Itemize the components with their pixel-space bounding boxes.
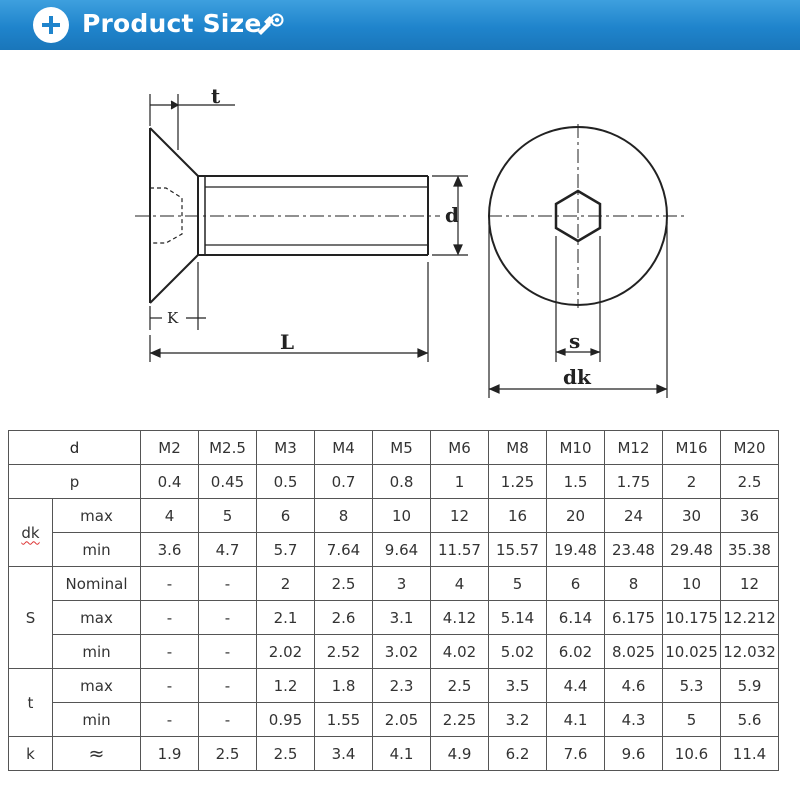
row-label: p	[9, 465, 141, 499]
table-cell: 4.02	[431, 635, 489, 669]
label-l: L	[280, 330, 295, 354]
table-cell: 11.57	[431, 533, 489, 567]
table-cell: 4	[431, 567, 489, 601]
table-cell: 2.52	[315, 635, 373, 669]
table-cell: 2.1	[257, 601, 315, 635]
table-cell: 2	[257, 567, 315, 601]
header-cell: M2	[141, 431, 199, 465]
table-cell: 0.7	[315, 465, 373, 499]
table-cell: 30	[663, 499, 721, 533]
table-cell: 5.9	[721, 669, 779, 703]
table-row-t-max	[9, 669, 779, 703]
table-cell: 24	[605, 499, 663, 533]
table-cell: 4.4	[547, 669, 605, 703]
table-cell: 3.2	[489, 703, 547, 737]
table-cell: -	[199, 601, 257, 635]
header-cell: M3	[257, 431, 315, 465]
label-d: d	[445, 203, 459, 227]
table-cell: 2.5	[257, 737, 315, 771]
screw-top-view	[488, 124, 686, 308]
table-cell: 5	[663, 703, 721, 737]
table-cell: 4.6	[605, 669, 663, 703]
table-cell: 10.175	[663, 601, 721, 635]
header-cell: M8	[489, 431, 547, 465]
header-cell: M16	[663, 431, 721, 465]
size-spec-table	[8, 430, 779, 771]
table-cell: 0.95	[257, 703, 315, 737]
table-cell: 3.4	[315, 737, 373, 771]
table-cell: 7.6	[547, 737, 605, 771]
table-cell: 4.3	[605, 703, 663, 737]
table-cell: 5.7	[257, 533, 315, 567]
bolt-nut-icon	[256, 12, 284, 38]
table-cell: 2.6	[315, 601, 373, 635]
table-cell: 2.5	[721, 465, 779, 499]
approx-symbol: ≈	[53, 737, 141, 771]
table-cell: 10.025	[663, 635, 721, 669]
table-cell: -	[199, 703, 257, 737]
table-cell: 1.2	[257, 669, 315, 703]
table-cell: 1	[431, 465, 489, 499]
header-cell: M5	[373, 431, 431, 465]
table-cell: 1.8	[315, 669, 373, 703]
table-cell: 29.48	[663, 533, 721, 567]
table-cell: 8.025	[605, 635, 663, 669]
table-row-t-min	[9, 703, 779, 737]
table-cell: 11.4	[721, 737, 779, 771]
table-cell: 4	[141, 499, 199, 533]
table-cell: -	[199, 669, 257, 703]
table-cell: 6.14	[547, 601, 605, 635]
table-cell: 4.1	[547, 703, 605, 737]
table-cell: 4.12	[431, 601, 489, 635]
table-cell: 2.5	[431, 669, 489, 703]
table-cell: 15.57	[489, 533, 547, 567]
row-label: max	[53, 601, 141, 635]
table-cell: 2.3	[373, 669, 431, 703]
table-cell: 8	[315, 499, 373, 533]
table-cell: 23.48	[605, 533, 663, 567]
table-cell: 5	[199, 499, 257, 533]
table-cell: 9.64	[373, 533, 431, 567]
table-cell: -	[141, 635, 199, 669]
table-cell: 12.212	[721, 601, 779, 635]
table-cell: 2.05	[373, 703, 431, 737]
header-cell: M10	[547, 431, 605, 465]
table-cell: 5.14	[489, 601, 547, 635]
table-cell: 0.8	[373, 465, 431, 499]
table-cell: 6	[547, 567, 605, 601]
table-cell: 3.1	[373, 601, 431, 635]
table-row-dk-min	[9, 533, 779, 567]
row-label: min	[53, 703, 141, 737]
table-cell: 0.45	[199, 465, 257, 499]
table-cell: 0.4	[141, 465, 199, 499]
table-cell: 1.9	[141, 737, 199, 771]
header-cell: M2.5	[199, 431, 257, 465]
table-cell: 1.5	[547, 465, 605, 499]
table-cell: 16	[489, 499, 547, 533]
table-cell: 4.1	[373, 737, 431, 771]
table-cell: 6.2	[489, 737, 547, 771]
screw-dimension-drawing	[0, 50, 800, 410]
table-cell: 6.02	[547, 635, 605, 669]
table-cell: 3.5	[489, 669, 547, 703]
table-cell: -	[141, 669, 199, 703]
row-label: max	[53, 499, 141, 533]
table-row-s-nominal	[9, 567, 779, 601]
table-cell: 2.5	[315, 567, 373, 601]
label-dk: dk	[563, 365, 591, 389]
table-cell: -	[141, 601, 199, 635]
plus-circle-icon	[33, 7, 69, 43]
header-cell: M4	[315, 431, 373, 465]
header-cell: M12	[605, 431, 663, 465]
table-row-s-max	[9, 601, 779, 635]
row-group-label: dk	[9, 499, 53, 567]
table-cell: 36	[721, 499, 779, 533]
table-cell: 19.48	[547, 533, 605, 567]
table-cell: 2	[663, 465, 721, 499]
row-group-label: t	[9, 669, 53, 737]
header-bar	[0, 0, 800, 50]
label-k: K	[167, 309, 179, 327]
table-cell: -	[199, 567, 257, 601]
table-cell: 12	[431, 499, 489, 533]
table-row-s-min	[9, 635, 779, 669]
table-cell: -	[199, 635, 257, 669]
table-cell: 20	[547, 499, 605, 533]
table-cell: 12.032	[721, 635, 779, 669]
table-cell: 10	[663, 567, 721, 601]
table-cell: 1.55	[315, 703, 373, 737]
table-cell: 3.02	[373, 635, 431, 669]
table-cell: 2.25	[431, 703, 489, 737]
table-cell: 3.6	[141, 533, 199, 567]
row-label: min	[53, 635, 141, 669]
table-cell: 1.25	[489, 465, 547, 499]
row-group-label: S	[9, 567, 53, 669]
row-label: min	[53, 533, 141, 567]
header-cell: M20	[721, 431, 779, 465]
table-cell: 4.7	[199, 533, 257, 567]
table-cell: 2.5	[199, 737, 257, 771]
row-label: Nominal	[53, 567, 141, 601]
table-cell: 12	[721, 567, 779, 601]
row-group-label: k	[9, 737, 53, 771]
table-cell: -	[141, 567, 199, 601]
table-row-d	[9, 431, 779, 465]
table-cell: 6	[257, 499, 315, 533]
table-cell: 9.6	[605, 737, 663, 771]
header-cell: d	[9, 431, 141, 465]
header-cell: M6	[431, 431, 489, 465]
table-cell: 5.6	[721, 703, 779, 737]
table-cell: 35.38	[721, 533, 779, 567]
table-row-p	[9, 465, 779, 499]
table-cell: 2.02	[257, 635, 315, 669]
table-cell: 5.3	[663, 669, 721, 703]
table-cell: 5.02	[489, 635, 547, 669]
table-cell: 0.5	[257, 465, 315, 499]
table-cell: 3	[373, 567, 431, 601]
table-cell: 1.75	[605, 465, 663, 499]
table-cell: 5	[489, 567, 547, 601]
header-title: Product Size	[82, 9, 262, 38]
table-cell: 8	[605, 567, 663, 601]
table-cell: 6.175	[605, 601, 663, 635]
table-row-k	[9, 737, 779, 771]
table-cell: 4.9	[431, 737, 489, 771]
table-cell: 10	[373, 499, 431, 533]
table-cell: 7.64	[315, 533, 373, 567]
label-s: s	[569, 329, 581, 353]
table-row-dk-max	[9, 499, 779, 533]
table-cell: 10.6	[663, 737, 721, 771]
table-cell: -	[141, 703, 199, 737]
label-t: t	[211, 84, 221, 108]
screw-side-view	[135, 128, 440, 303]
row-label: max	[53, 669, 141, 703]
